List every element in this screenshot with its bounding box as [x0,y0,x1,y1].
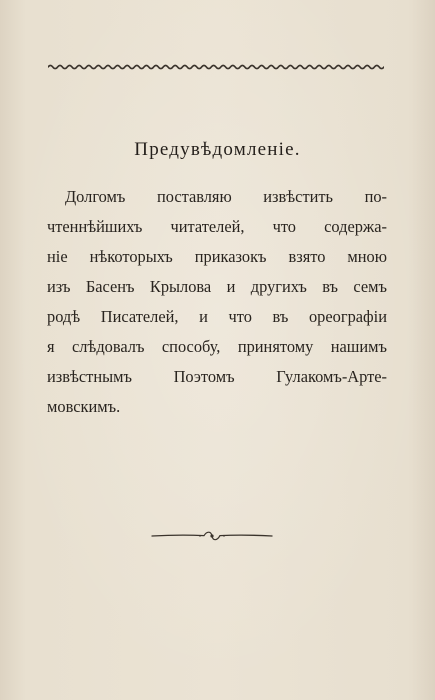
wavy-rule-ornament [48,60,384,74]
text-line: Долгомъ поставляю извѣстить по- [65,187,387,206]
flourish-ornament [150,529,274,543]
text-line: ніе нѣкоторыхъ приказокъ взято мною [47,247,387,266]
body-paragraph [47,182,387,422]
text-line: я слѣдовалъ способу, принятому нашимъ [47,337,387,356]
text-line: чтеннѣйшихъ читателей, что содержа- [47,217,387,236]
text-line: извѣстнымъ Поэтомъ Гулакомъ-Арте- [47,367,387,386]
text-line: изъ Басенъ Крылова и другихъ въ семъ [47,277,387,296]
text-line: родѣ Писателей, и что въ ореографіи [47,307,387,326]
text-line: мовскимъ. [47,397,121,416]
page-heading: Предувѣдомленіе. [134,139,301,160]
